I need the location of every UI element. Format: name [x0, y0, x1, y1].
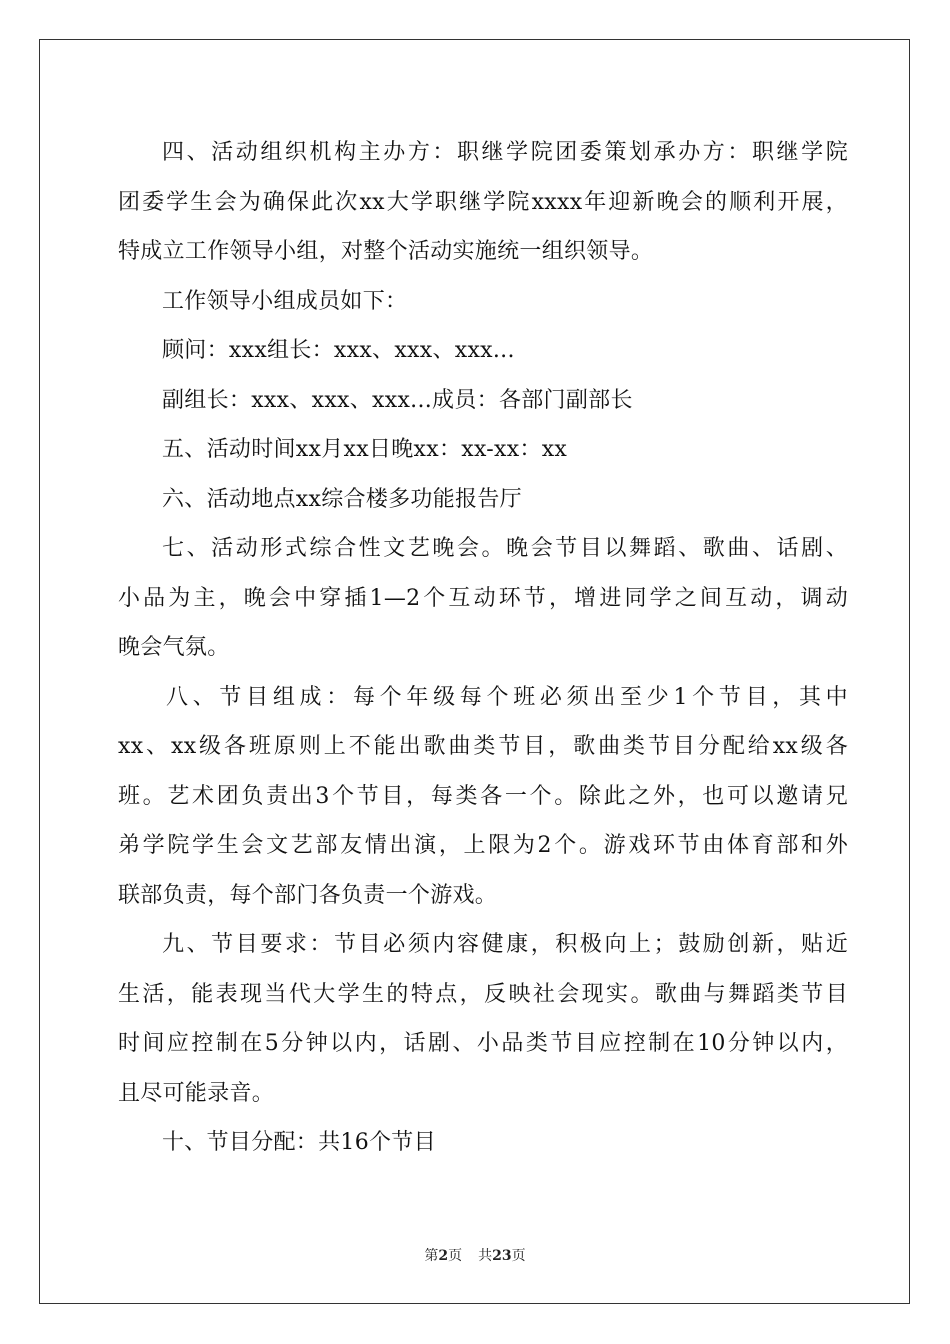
text-line: 八、节目组成：每个年级每个班必须出至少1个节目，其中: [166, 684, 848, 710]
page-prefix: 第: [424, 1248, 439, 1264]
text-line: 四、活动组织机构主办方：职继学院团委策划承办方：职继学院: [162, 140, 848, 165]
total-prefix: 共: [478, 1248, 493, 1264]
text-line: 六、活动地点xx综合楼多功能报告厅: [162, 486, 522, 512]
text-line: 小品为主，晚会中穿插1—2个互动环节，增进同学之间互动，调动: [118, 585, 848, 611]
total-suffix: 页: [511, 1248, 526, 1264]
text-line: 十、节目分配：共16个节目: [162, 1130, 436, 1155]
text-line: 七、活动形式综合性文艺晚会。晚会节目以舞蹈、歌曲、话剧、: [162, 536, 848, 561]
text-line: 特成立工作领导小组，对整个活动实施统一组织领导。: [118, 239, 654, 264]
page-number: 2: [438, 1248, 449, 1264]
page-suffix: 页: [448, 1248, 463, 1264]
text-line: 且尽可能录音。: [118, 1080, 275, 1106]
text-line: 九、节目要求：节目必须内容健康，积极向上；鼓励创新，贴近: [162, 932, 848, 957]
text-line: 弟学院学生会文艺部友情出演，上限为2个。游戏环节由体育部和外: [118, 833, 848, 858]
document-body: [118, 128, 848, 1168]
text-line: 工作领导小组成员如下：: [162, 288, 408, 314]
text-line: 顾问：xxx组长：xxx、xxx、xxx...: [162, 338, 515, 363]
text-line: 时间应控制在5分钟以内，话剧、小品类节目应控制在10分钟以内，: [118, 1031, 848, 1056]
text-line: 副组长：xxx、xxx、xxx...成员：各部门副部长: [162, 387, 633, 413]
text-line: 晚会气氛。: [118, 635, 230, 660]
page-footer: [0, 1245, 950, 1265]
text-line: 团委学生会为确保此次xx大学职继学院xxxx年迎新晚会的顺利开展，: [118, 189, 848, 215]
text-line: 班。艺术团负责出3个节目，每类各一个。除此之外，也可以邀请兄: [118, 783, 848, 809]
text-line: 五、活动时间xx月xx日晚xx：xx-xx：xx: [162, 437, 568, 462]
text-line: 联部负责，每个部门各负责一个游戏。: [118, 882, 498, 908]
text-line: xx、xx级各班原则上不能出歌曲类节目，歌曲类节目分配给xx级各: [118, 734, 848, 759]
text-line: 生活，能表现当代大学生的特点，反映社会现实。歌曲与舞蹈类节目: [118, 981, 848, 1007]
total-pages: 23: [492, 1248, 512, 1264]
